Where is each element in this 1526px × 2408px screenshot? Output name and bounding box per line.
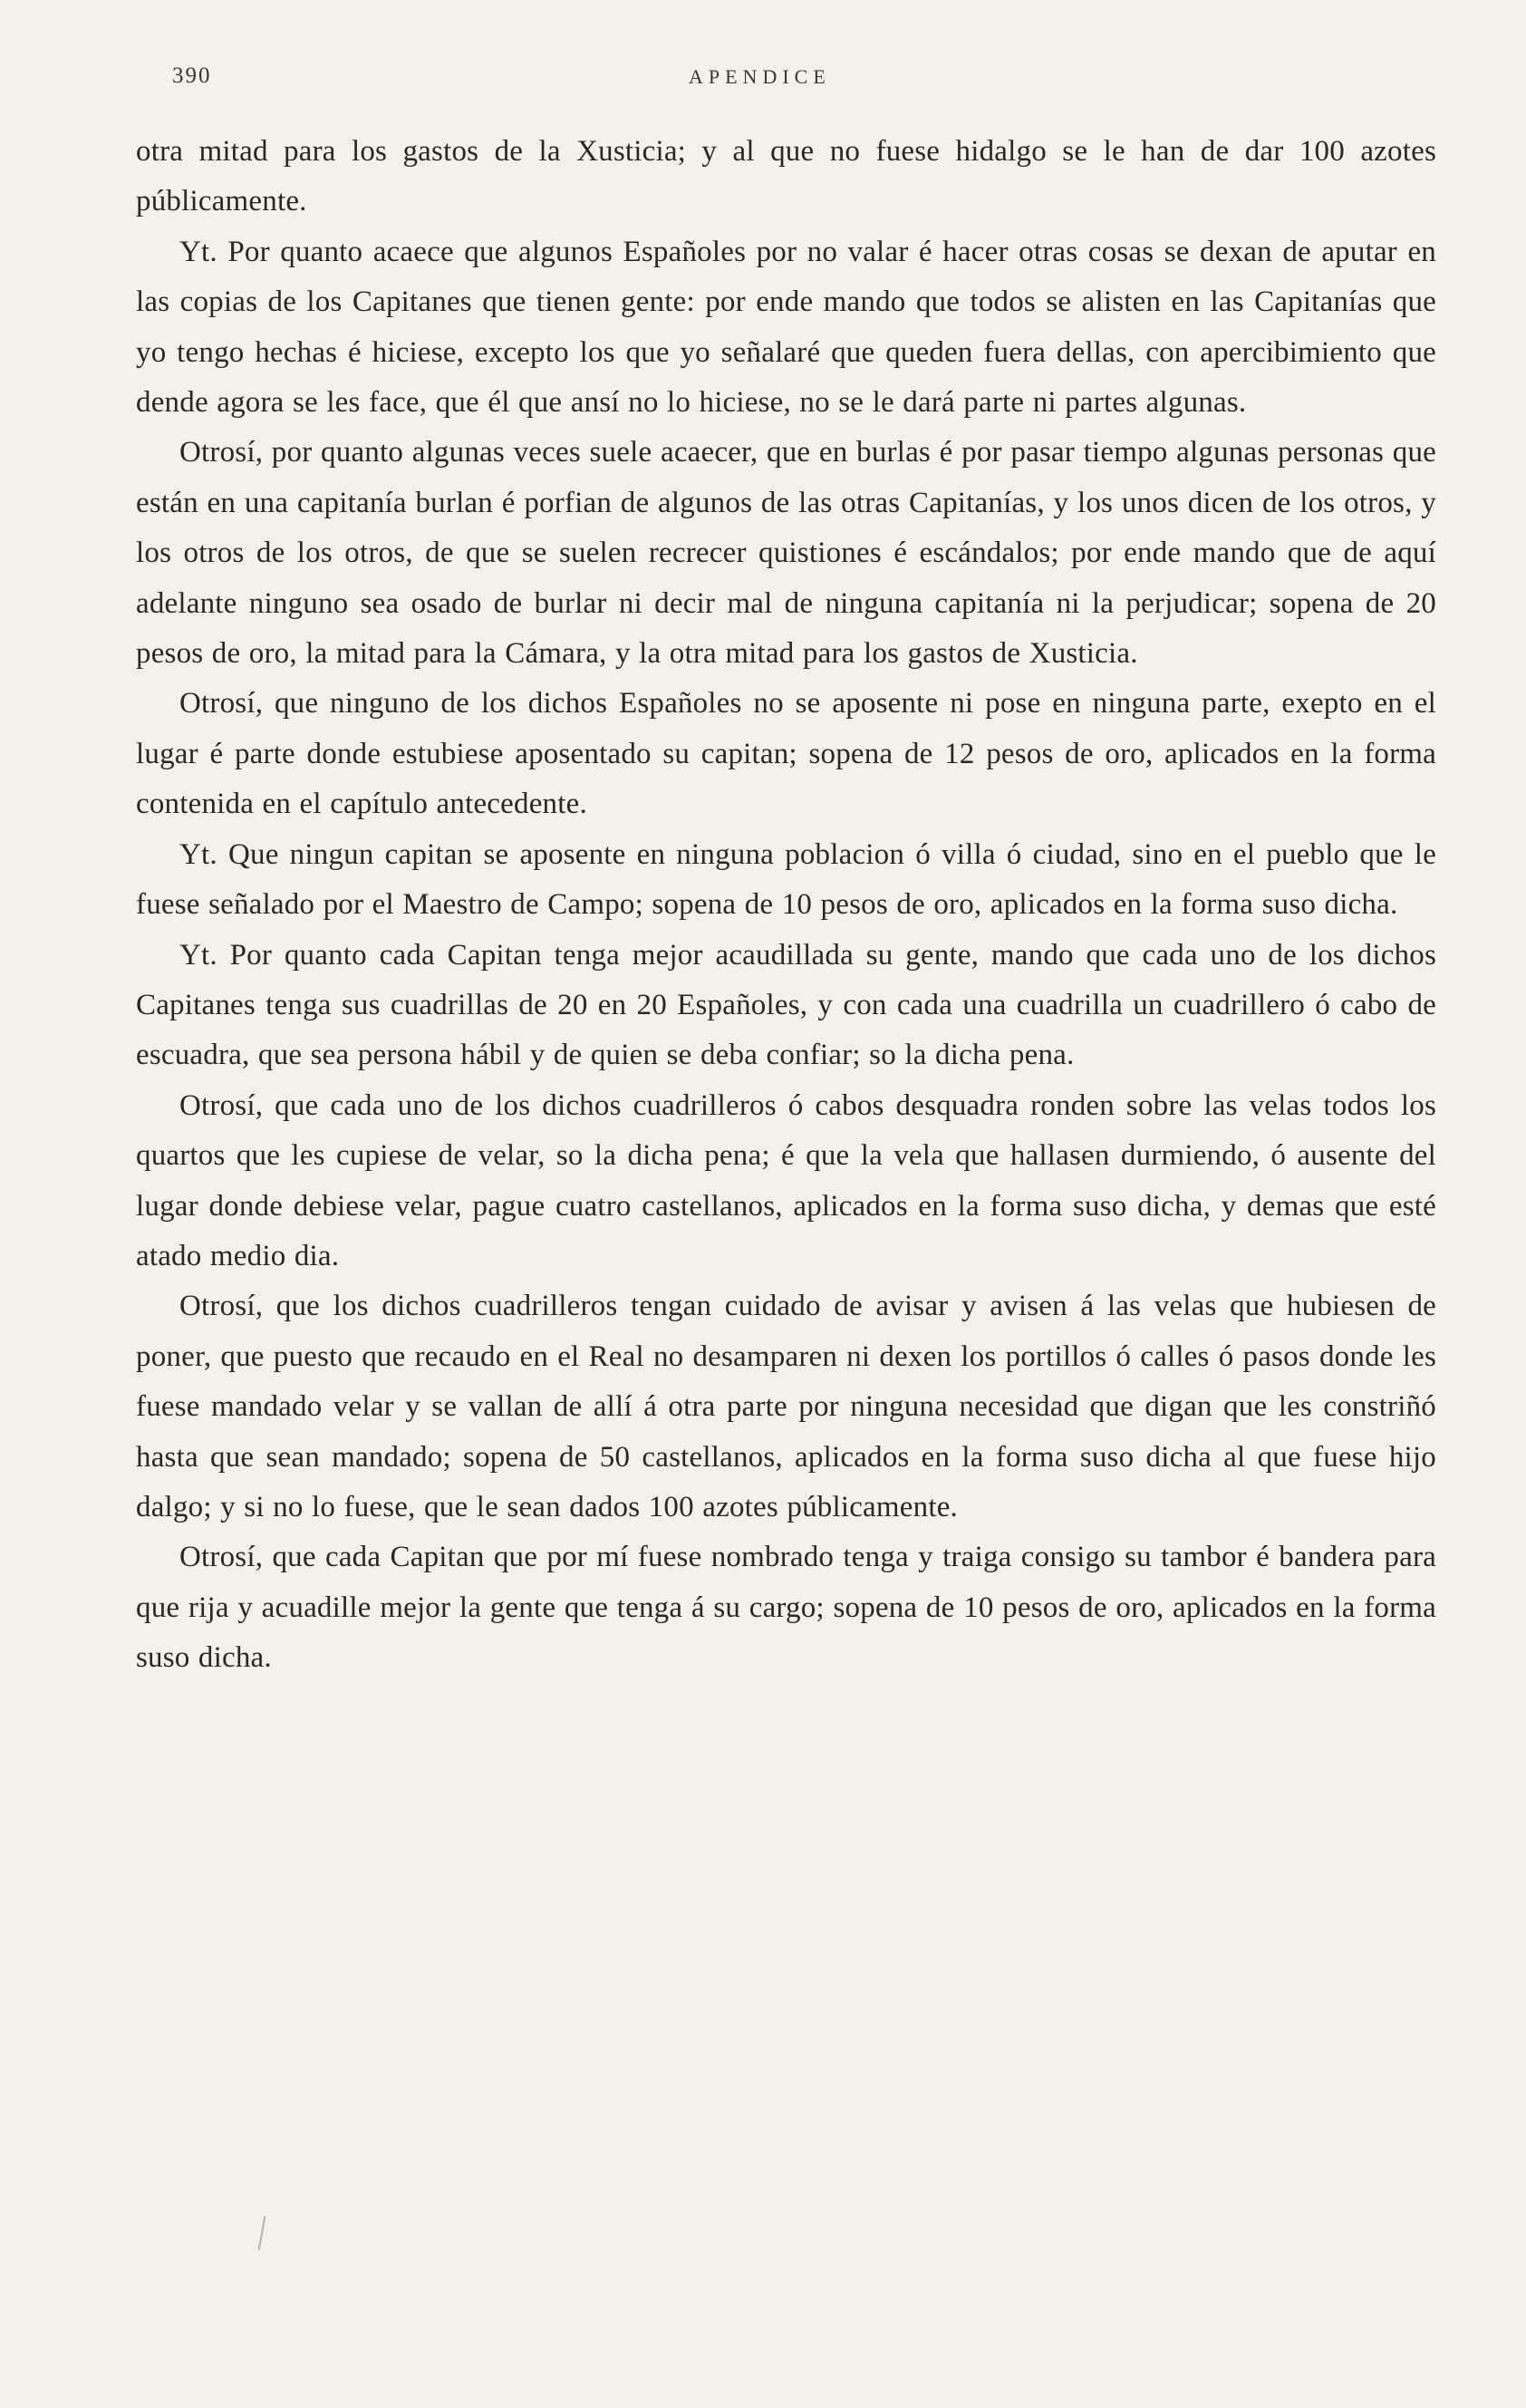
ink-mark bbox=[258, 2216, 266, 2250]
running-head: APENDICE bbox=[689, 65, 831, 88]
page-header bbox=[136, 63, 1436, 116]
paragraph-5: Yt. Que ningun capitan se aposente en ninguna poblacion ó villa ó ciudad, sino en el pueblo que le fuese señalado por el Maestro de Campo; sopena de 10 pesos de oro, aplicados en la forma suso dicha. bbox=[136, 837, 1436, 922]
paragraph-3: Otrosí, por quanto algunas veces suele acaecer, que en burlas é por pasar tiempo algunas personas que están en una capitanía burlan é porfian de algunos de las otras Capitanías, y los unos dicen de los otros, y los otros de los otros, de que se suelen recrecer quistiones é escándalos; por ende mando que de aquí adelante ninguno sea osado de burlar ni decir mal de ninguna capitanía ni la perjudicar; sopena de 20 pesos de oro, la mitad para la Cámara, y la otra mitad para los gastos de Xusticia. bbox=[136, 436, 1436, 671]
paragraph-4: Otrosí, que ninguno de los dichos Españoles no se aposente ni pose en ninguna parte, exepto en el lugar é parte donde estubiese aposentado su capitan; sopena de 12 pesos de oro, aplicados en la forma contenida en el capítulo antecedente. bbox=[136, 687, 1436, 821]
document-body bbox=[136, 127, 1436, 1684]
paragraph-2: Yt. Por quanto acaece que algunos Españoles por no valar é hacer otras cosas se dexan de aputar en las copias de los Capitanes que tienen gente: por ende mando que todos se alisten en las Capitanías que yo tengo hechas é hiciese, excepto los que yo señalaré que queden fuera dellas, con apercibimiento que dende agora se les face, que él que ansí no lo hiciese, no se le dará parte ni partes algunas. bbox=[136, 235, 1436, 420]
document-page bbox=[136, 63, 1436, 2365]
paragraph-1: otra mitad para los gastos de la Xusticia; y al que no fuese hidalgo se le han de dar 100 azotes públicamente. bbox=[136, 135, 1436, 218]
paragraph-7: Otrosí, que cada uno de los dichos cuadrilleros ó cabos desquadra ronden sobre las velas todos los quartos que les cupiese de velar, so la dicha pena; é que la vela que hallasen durmiendo, ó ausente del lugar donde debiese velar, pague cuatro castellanos, aplicados en la forma suso dicha, y demas que esté atado medio dia. bbox=[136, 1088, 1436, 1272]
paragraph-8: Otrosí, que los dichos cuadrilleros tengan cuidado de avisar y avisen á las velas que hubiesen de poner, que puesto que recaudo en el Real no desamparen ni dexen los portillos ó calles ó pasos donde les fuese mandado velar y se vallan de allí á otra parte por ninguna necesidad que digan que les constriñó hasta que sean mandado; sopena de 50 castellanos, aplicados en la forma suso dicha al que fuese hijo dalgo; y si no lo fuese, que le sean dados 100 azotes públicamente. bbox=[136, 1290, 1436, 1523]
page-number: 390 bbox=[172, 63, 212, 88]
paragraph-9: Otrosí, que cada Capitan que por mí fuese nombrado tenga y traiga consigo su tambor é bandera para que rija y acuadille mejor la gente que tenga á su cargo; sopena de 10 pesos de oro, aplicados en la forma suso dicha. bbox=[136, 1541, 1436, 1675]
paragraph-6: Yt. Por quanto cada Capitan tenga mejor acaudillada su gente, mando que cada uno de los dichos Capitanes tenga sus cuadrillas de 20 en 20 Españoles, y con cada una cuadrilla un cuadrillero ó cabo de escuadra, que sea persona hábil y de quien se deba confiar; so la dicha pena. bbox=[136, 938, 1436, 1072]
